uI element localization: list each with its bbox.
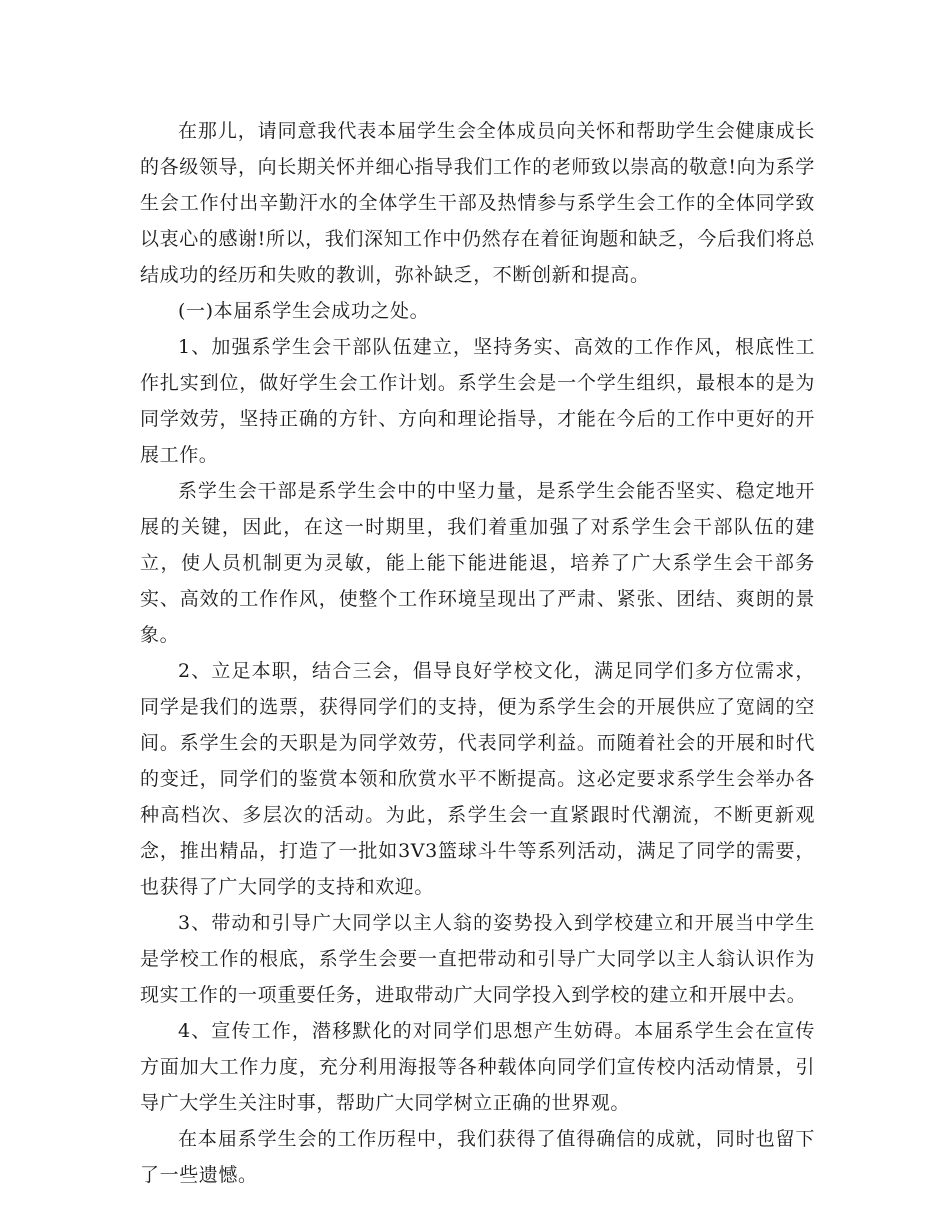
paragraph-cadre: 系学生会干部是系学生会中的中坚力量，是系学生会能否坚实、稳定地开展的关键，因此，在这一时期里，我们着重加强了对系学生会干部队伍的建立，使人员机制更为灵敏，能上能下能进能退，培养了广大系学生会干部务实、高效的工作作风，使整个工作环境呈现出了严肃、紧张、团结、爽朗的景象。 [140, 480, 815, 646]
section-heading: (一)本届系学生会成功之处。 [178, 300, 430, 322]
paragraph-item-2: 2、立足本职，结合三会，倡导良好学校文化，满足同学们多方位需求，同学是我们的选票，获得同学们的支持，便为系学生会的开展供应了宽阔的空间。系学生会的天职是为同学效劳，代表同学利益。而随着社会的开展和时代的变迁，同学们的鉴赏本领和欣赏水平不断提高。这必定要求系学生会举办各种高档次、多层次的活动。为此，系学生会一直紧跟时代潮流，不断更新观念，推出精品，打造了一批如3V3篮球斗牛等系列活动，满足了同学的需要，也获得了广大同学的支持和欢迎。 [140, 660, 815, 898]
paragraph-item-3: 3、带动和引导广大同学以主人翁的姿势投入到学校建立和开展当中学生是学校工作的根底，系学生会要一直把带动和引导广大同学以主人翁认识作为现实工作的一项重要任务，进取带动广大同学投入到学校的建立和开展中去。 [140, 912, 815, 1006]
paragraph-item-4: 4、宣传工作，潜移默化的对同学们思想产生妨碍。本届系学生会在宣传方面加大工作力度，充分利用海报等各种载体向同学们宣传校内活动情景，引导广大学生关注时事，帮助广大同学树立正确的世界观。 [140, 1020, 815, 1114]
paragraph-item-1: 1、加强系学生会干部队伍建立，坚持务实、高效的工作作风，根底性工作扎实到位，做好学生会工作计划。系学生会是一个学生组织，最根本的是为同学效劳，坚持正确的方针、方向和理论指导，才能在今后的工作中更好的开展工作。 [140, 336, 815, 466]
paragraph-intro: 在那儿，请同意我代表本届学生会全体成员向关怀和帮助学生会健康成长的各级领导，向长期关怀并细心指导我们工作的老师致以崇高的敬意!向为系学生会工作付出辛勤汗水的全体学生干部及热情参与系学生会工作的全体同学致以衷心的感谢!所以，我们深知工作中仍然存在着征询题和缺乏，今后我们将总结成功的经历和失败的教训，弥补缺乏，不断创新和提高。 [140, 120, 815, 286]
document-body [140, 113, 815, 1193]
paragraph-closing: 在本届系学生会的工作历程中，我们获得了值得确信的成就，同时也留下了一些遗憾。 [140, 1128, 815, 1186]
